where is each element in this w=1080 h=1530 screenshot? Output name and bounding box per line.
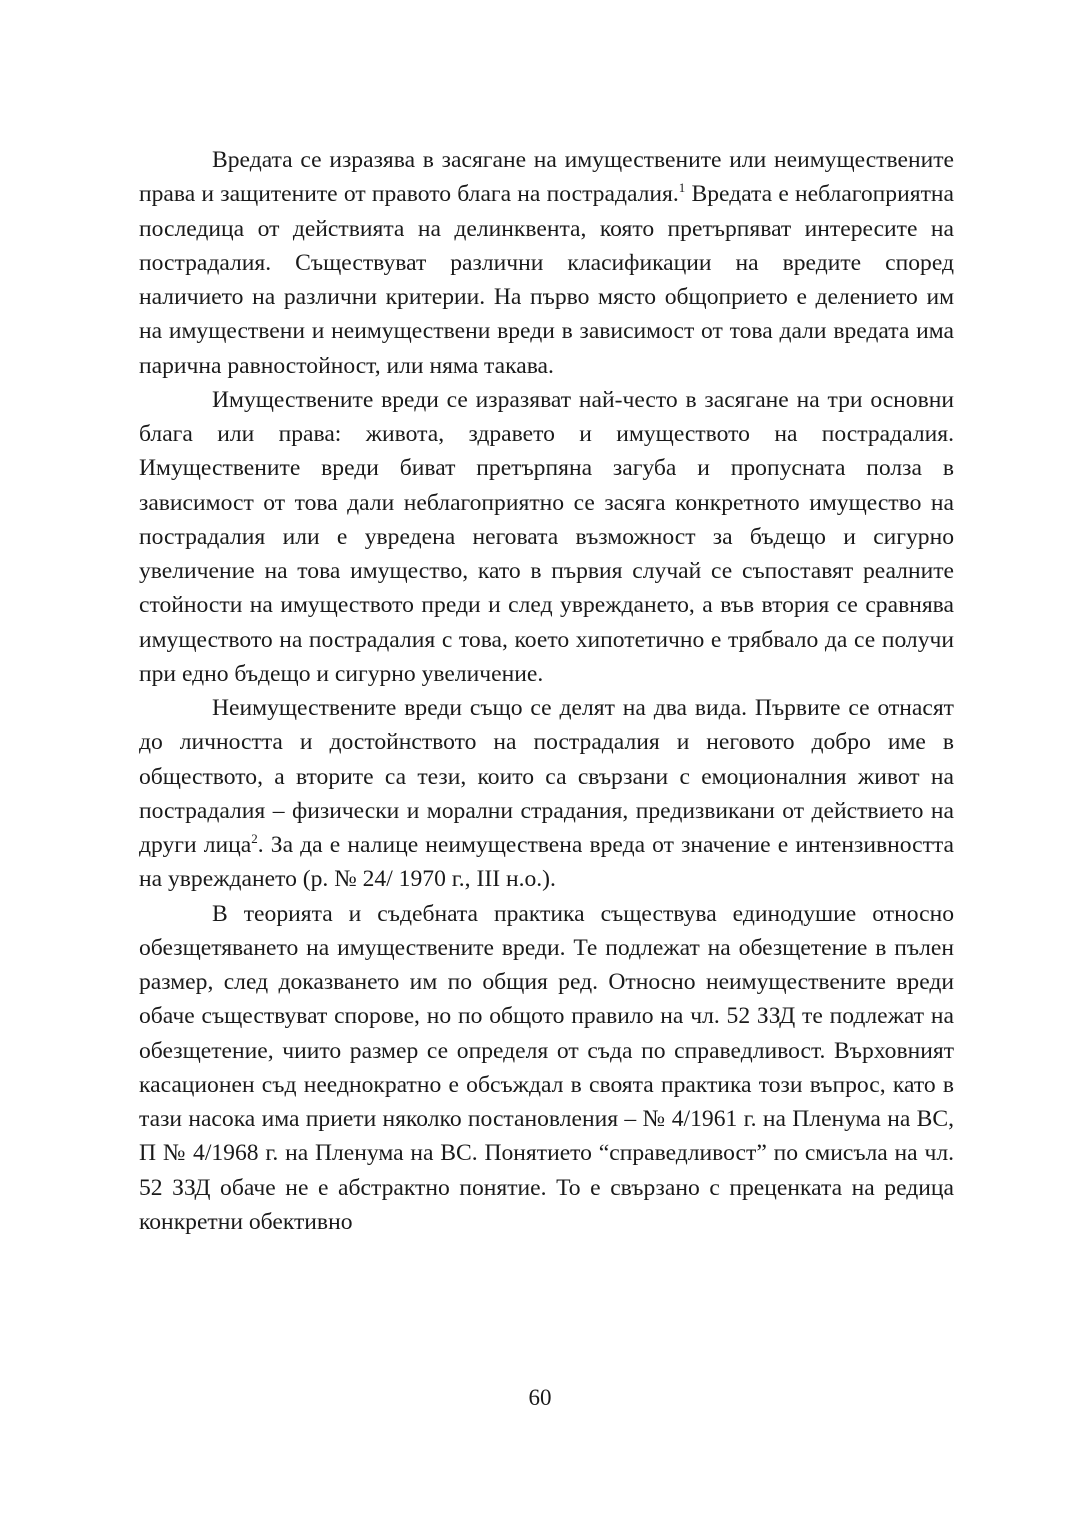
paragraph-non-property-damages — [139, 691, 954, 897]
paragraph-text: Неимуществените вреди също се делят на два вида. Първите се отнасят до личността и достойнството на пострадалия и неговото добро име в обществото, а вторите са тези, които са свързани с емоционалния живот на пострадалия – физически и морални страдания, предизвикани от действието на други лица — [139, 695, 954, 858]
paragraph-text: Вредата се изразява в засягане на имуществените или неимуществените права и защитените от правото блага на пострадалия. — [139, 147, 954, 208]
paragraph-text: Вредата е неблагоприятна последица от действията на делинквента, която претърпяват интересите на пострадалия. Съществуват различни класификации на вредите според наличието на различни критерии. На първо място общоприето е делението им на имуществени и неимуществени вреди в зависимост от това дали вредата има парична равностойност, или няма такава. — [139, 181, 954, 379]
document-body — [139, 143, 954, 1239]
page-number: 60 — [528, 1385, 552, 1410]
footnote-ref-1[interactable]: 1 — [678, 180, 686, 196]
paragraph-text: В теорията и съдебната практика съществува единодушие относно обезщетяването на имуществените вреди. Те подлежат на обезщетение в пълен размер, след доказването им по общия ред. Относно неимуществените вреди обаче съществуват спорове, но по общото правило на чл. 52 ЗЗД те подлежат на обезщетение, чиито размер се определя от съда по справедливост. Върховният касационен съд нееднократно е обсъждал в своята практика този въпрос, като в тази насока има приети няколко постановления – № 4/1961 г. на Пленума на ВС, П № 4/1968 г. на Пленума на ВС. Понятието “справедливост” по смисъла на чл. 52 ЗЗД обаче не е абстрактно понятие. То е свързано с преценката на редица конкретни обективно — [139, 900, 954, 1235]
paragraph-text: Имуществените вреди се изразяват най-често в засягане на три основни блага или права: живота, здравето и имуществото на пострадалия. Имуществените вреди биват претърпяна загуба и пропусната полза в зависимост от това дали неблагоприятно се засяга конкретното имущество на пострадалия или е увредена неговата възможност за бъдещо и сигурно увеличение на това имущество, като в първия случай се съпоставят реалните стойности на имуществото преди и след увреждането, а във втория се сравнява имуществото на пострадалия с това, което хипотетично е трябвало да се получи при едно бъдещо и сигурно увеличение. — [139, 386, 954, 687]
footnote-ref-2[interactable]: 2 — [251, 831, 258, 847]
paragraph-property-damages — [139, 383, 954, 691]
paragraph-damage-definition — [139, 143, 954, 383]
paragraph-compensation — [139, 897, 954, 1240]
paragraph-text: . За да е налице неимуществена вреда от значение е интензивността на увреждането (р. № 24/ 1970 г., III н.о.). — [139, 832, 954, 893]
